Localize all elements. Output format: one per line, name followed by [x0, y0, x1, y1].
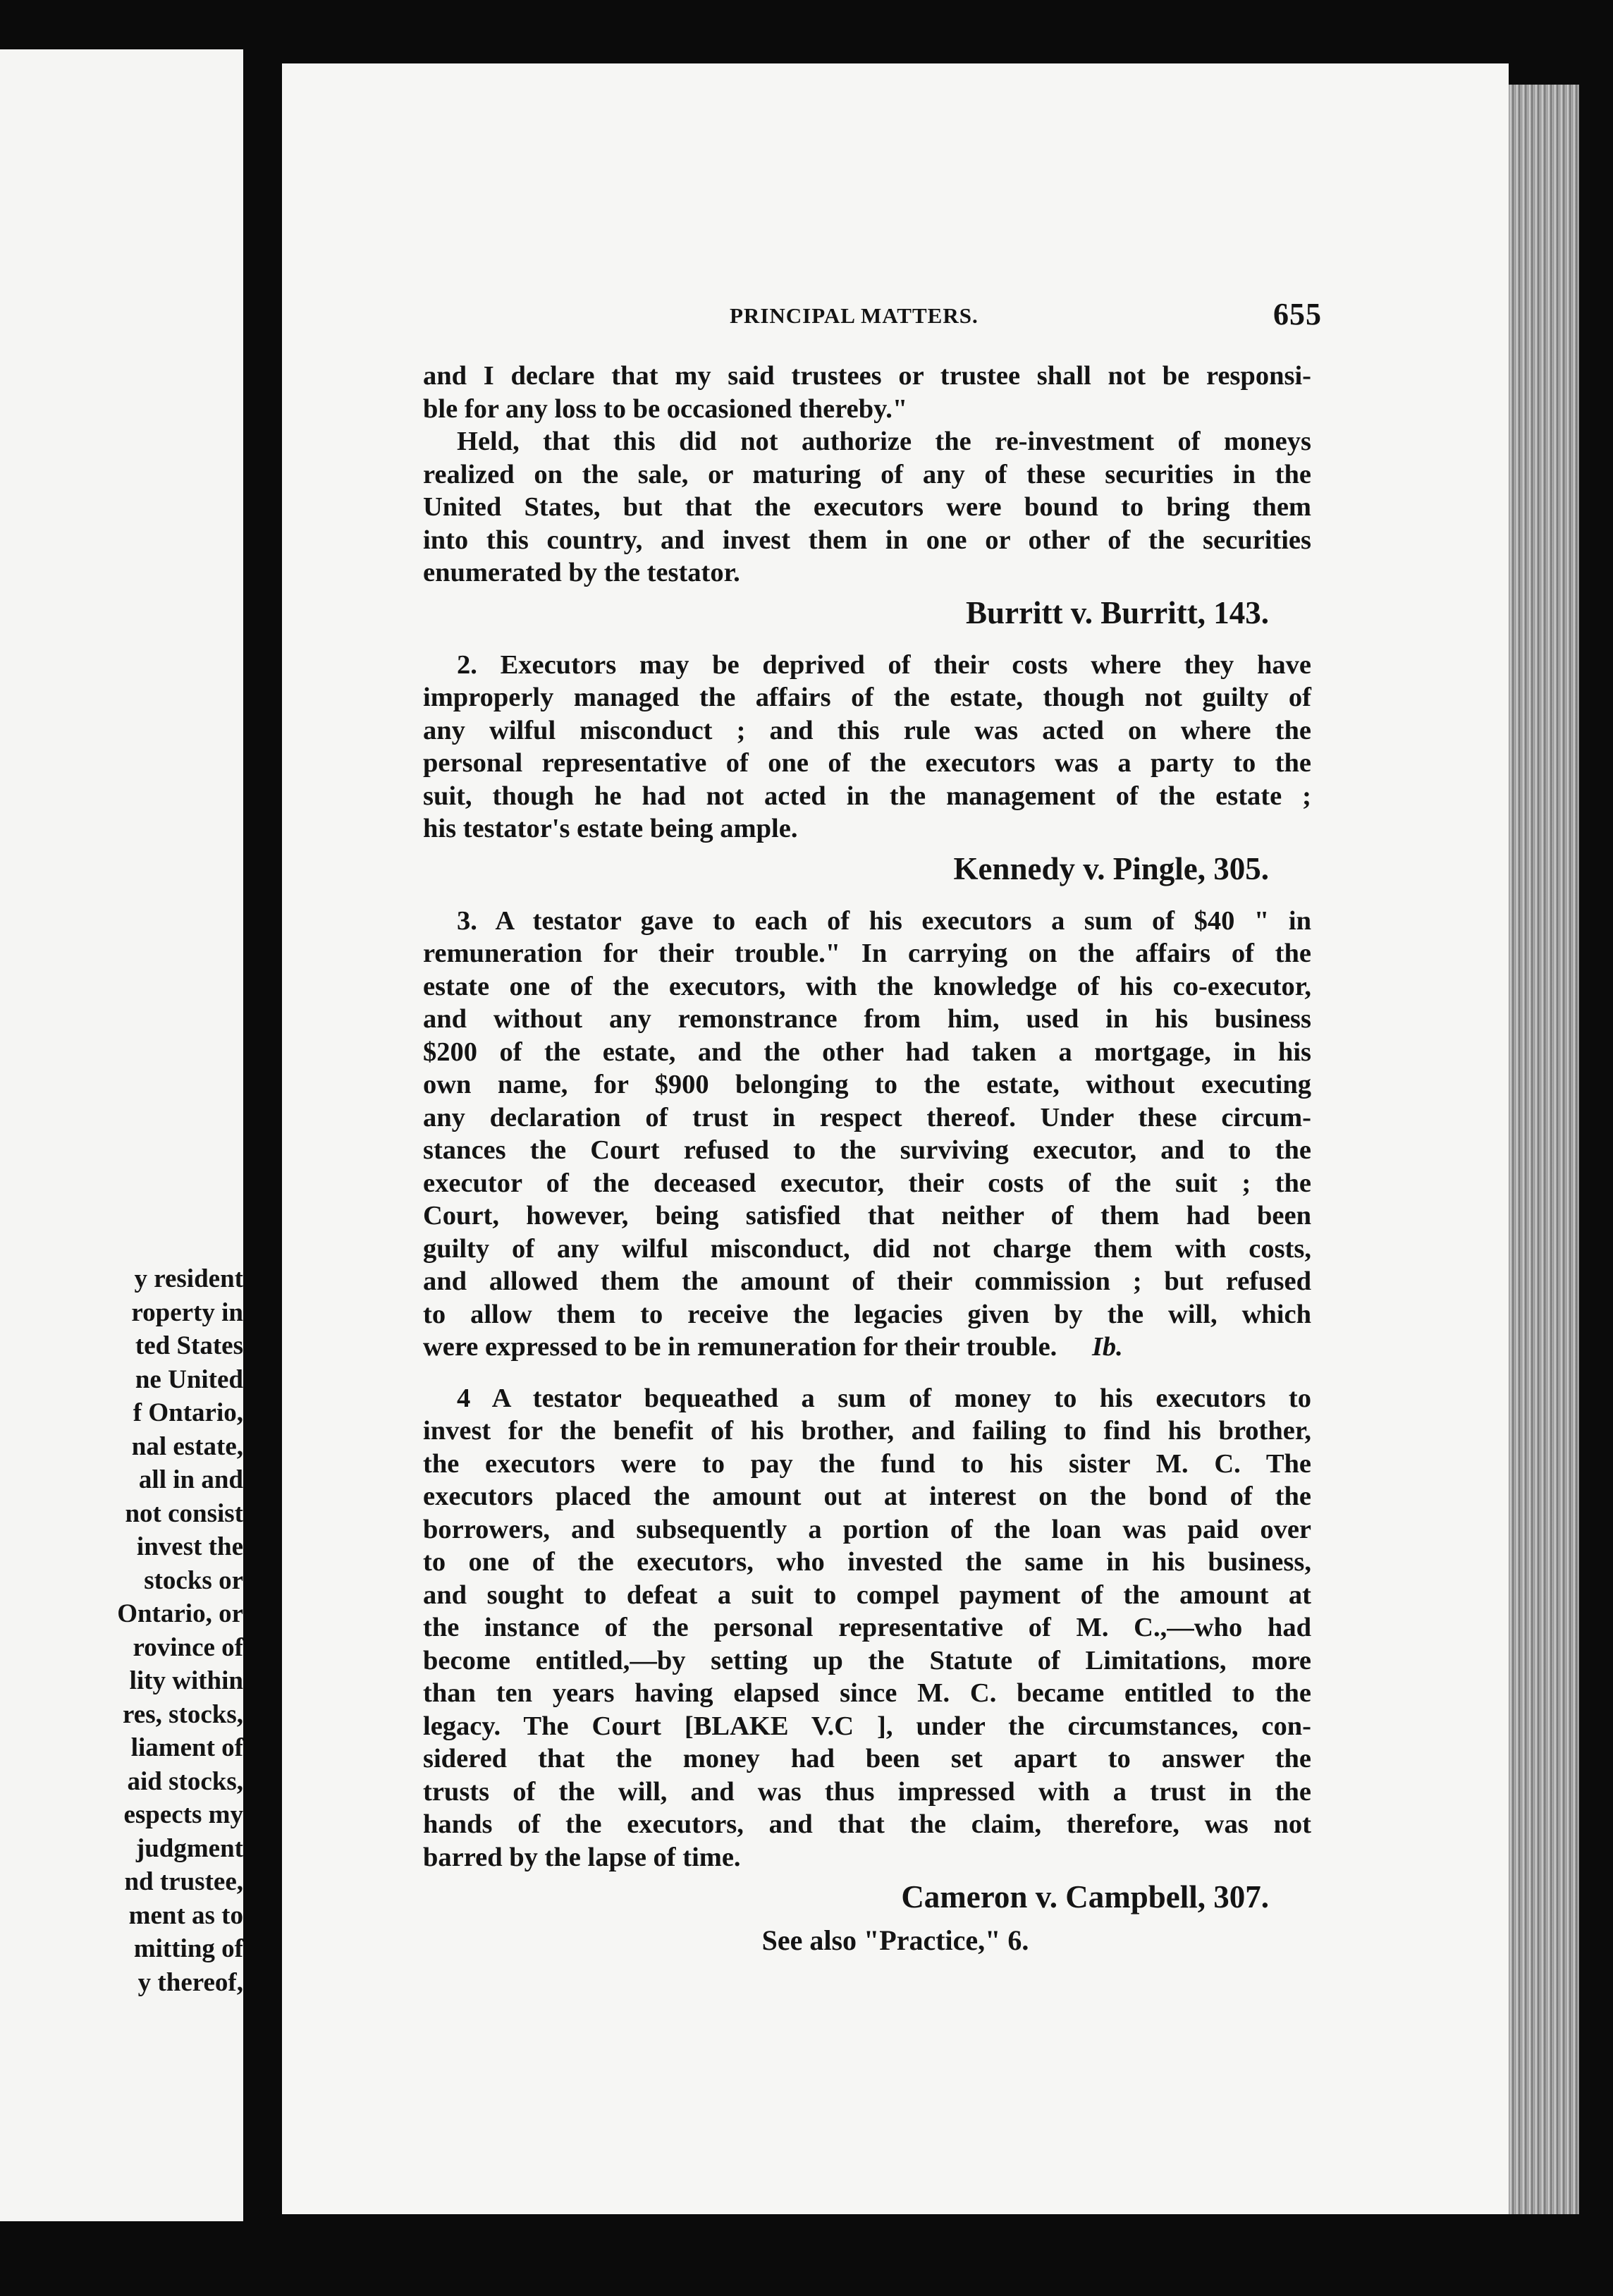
text-line: suit, though he had not acted in the management of the estate ; — [423, 781, 1311, 811]
text-line: own name, for $900 belonging to the estate, without executing — [423, 1070, 1311, 1099]
paragraph-continuation — [423, 360, 1311, 425]
fragment-line: mitting of — [133, 1934, 243, 1963]
text-line: legacy. The Court [BLAKE V.C ], under the circumstances, con- — [423, 1711, 1311, 1741]
text-line: executors placed the amount out at interest on the bond of the — [423, 1482, 1311, 1511]
facing-page-text — [102, 1262, 243, 1999]
text-line: and sought to defeat a suit to compel payment of the amount at — [423, 1580, 1311, 1610]
fragment-line: espects my — [123, 1800, 243, 1829]
text-line: any wilful misconduct ; and this rule was acted on where the — [423, 715, 1311, 745]
text-line: executor of the deceased executor, their costs of the suit ; the — [423, 1168, 1311, 1198]
fragment-line: ment as to — [128, 1900, 243, 1930]
fragment-line: y thereof, — [137, 1967, 243, 1997]
text-line: hands of the executors, and that the claim, therefore, was not — [423, 1809, 1311, 1839]
book-gutter — [243, 0, 287, 2296]
paragraph-2 — [423, 649, 1311, 845]
fragment-line: liament of — [130, 1733, 243, 1762]
paragraph-held — [423, 425, 1311, 590]
text-line: 2. Executors may be deprived of their costs where they have — [457, 649, 1311, 680]
fragment-line: all in and — [138, 1465, 243, 1494]
text-line: the instance of the personal representative of M. C.,—who had — [423, 1613, 1311, 1642]
see-also-reference: See also "Practice," 6. — [761, 1924, 1029, 1956]
text-line: Court, however, being satisfied that neither of them had been — [423, 1201, 1311, 1231]
facing-page-left — [0, 49, 245, 2221]
text-line: realized on the sale, or maturing of any of these securities in the — [423, 459, 1311, 489]
fragment-line: invest the — [136, 1532, 243, 1561]
fragment-line: judgment — [135, 1833, 243, 1863]
text-line: and I declare that my said trustees or trustee shall not be responsi- — [423, 361, 1311, 391]
text-line: enumerated by the testator. — [423, 558, 740, 587]
text-line: to one of the executors, who invested the same in his business, — [423, 1547, 1311, 1577]
text-line: to allow them to receive the legacies given by the will, which — [423, 1299, 1311, 1329]
page-body — [423, 360, 1311, 1958]
text-line: remuneration for their trouble." In carrying on the affairs of the — [423, 939, 1311, 968]
case-citation: Cameron v. Campbell, 307. — [901, 1879, 1269, 1915]
page-number: 655 — [1273, 297, 1322, 331]
fragment-line: Ontario, or — [117, 1599, 243, 1628]
fragment-line: stocks or — [144, 1565, 243, 1595]
header-title: PRINCIPAL MATTERS. — [730, 303, 979, 328]
text-line: 4 A testator bequeathed a sum of money to his executors to — [457, 1383, 1311, 1413]
text-line — [423, 1331, 1311, 1364]
fragment-line: nal estate, — [131, 1431, 243, 1461]
fragment-line: nd trustee, — [124, 1867, 243, 1896]
text-line: improperly managed the affairs of the estate, though not guilty of — [423, 683, 1311, 712]
text-line: trusts of the will, and was thus impressed with a trust in the — [423, 1776, 1311, 1807]
fragment-line: res, stocks, — [123, 1699, 243, 1729]
fragment-line: rovince of — [133, 1632, 243, 1662]
text-line: $200 of the estate, and the other had taken a mortgage, in his — [423, 1037, 1311, 1067]
text-line: invest for the benefit of his brother, and failing to find his brother, — [423, 1416, 1311, 1446]
fragment-line: ne United — [135, 1364, 243, 1394]
text-line: into this country, and invest them in one or other of the securities — [423, 525, 1311, 555]
page-edges — [1509, 85, 1579, 2214]
fragment-line: aid stocks, — [127, 1766, 243, 1796]
text-line: stances the Court refused to the surviving executor, and to the — [423, 1135, 1311, 1165]
text-line: guilty of any wilful misconduct, did not charge them with costs, — [423, 1233, 1311, 1264]
text-line: and allowed them the amount of their commission ; but refused — [423, 1266, 1311, 1296]
text-line: United States, but that the executors were bound to bring them — [423, 492, 1311, 522]
text-line: any declaration of trust in respect thereof. Under these circum- — [423, 1102, 1311, 1132]
text-line: Held, that this did not authorize the re-investment of moneys — [457, 427, 1311, 456]
fragment-line: f Ontario, — [133, 1398, 243, 1427]
fragment-line: y resident — [134, 1264, 243, 1293]
paragraph-3 — [423, 905, 1311, 1364]
paragraph-4 — [423, 1382, 1311, 1874]
ibid-citation: Ib. — [1091, 1332, 1123, 1362]
text-line: the executors were to pay the fund to his sister M. C. The — [423, 1448, 1311, 1479]
text-line: and without any remonstrance from him, used in his business — [423, 1004, 1311, 1034]
text-line: 3. A testator gave to each of his executors a sum of $40 " in — [457, 905, 1311, 936]
text-line: personal representative of one of the executors was a party to the — [423, 748, 1311, 778]
spacer — [423, 1364, 1311, 1382]
text-line: become entitled,—by setting up the Statute of Limitations, more — [423, 1645, 1311, 1675]
text-line: ble for any loss to be occasioned thereby." — [423, 393, 908, 424]
fragment-line: lity within — [129, 1666, 243, 1695]
text-line: barred by the lapse of time. — [423, 1842, 741, 1872]
fragment-line: ted States — [135, 1331, 243, 1360]
text-span: were expressed to be in remuneration for their trouble. — [423, 1332, 1057, 1362]
case-citation: Burritt v. Burritt, 143. — [966, 594, 1269, 630]
fragment-line: not consist — [125, 1498, 243, 1528]
text-line: sidered that the money had been set apart to answer the — [423, 1744, 1311, 1773]
case-citation: Kennedy v. Pingle, 305. — [953, 850, 1269, 886]
text-line: estate one of the executors, with the knowledge of his co-executor, — [423, 971, 1311, 1001]
text-line: than ten years having elapsed since M. C. became entitled to the — [423, 1678, 1311, 1708]
fragment-line: roperty in — [131, 1297, 243, 1327]
text-line: borrowers, and subsequently a portion of the loan was paid over — [423, 1514, 1311, 1544]
text-line: his testator's estate being ample. — [423, 814, 798, 843]
